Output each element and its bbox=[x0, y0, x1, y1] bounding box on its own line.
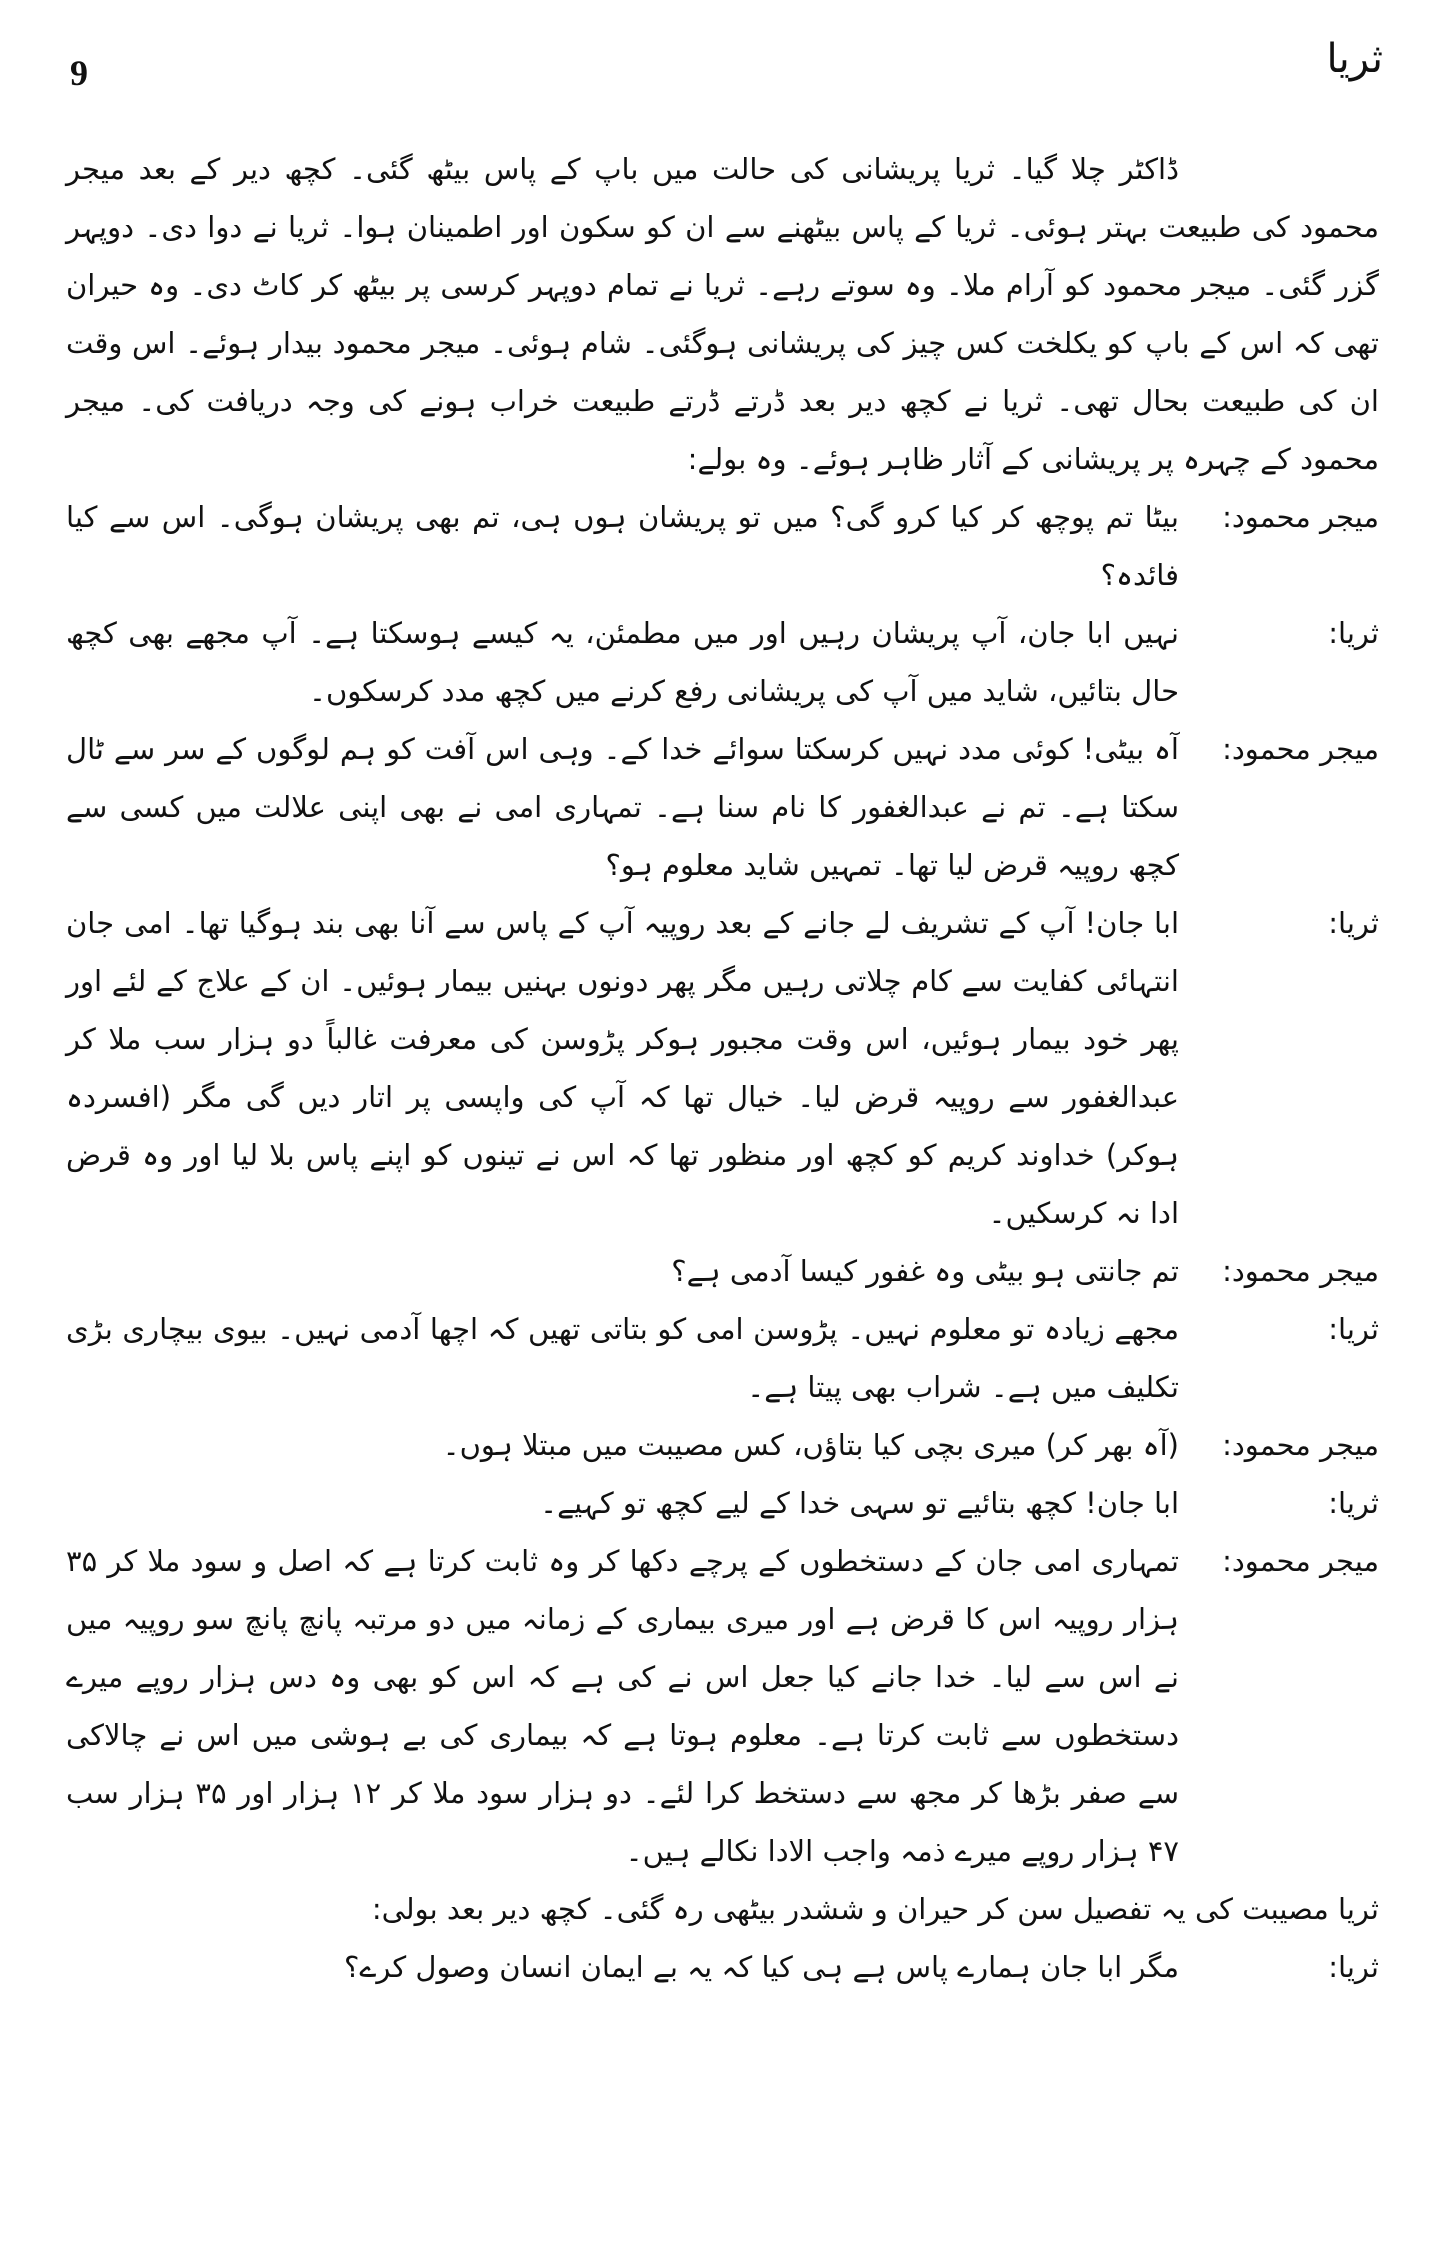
dialogue-line bbox=[66, 1300, 1379, 1416]
speaker-label: میجر محمود: bbox=[1222, 1428, 1379, 1462]
speaker-label: ثریا: bbox=[1328, 906, 1379, 940]
speech-text: ابا جان! کچھ بتائیے تو سہی خدا کے لیے کچھ تو کہیے۔ bbox=[540, 1486, 1179, 1520]
speaker-label: ثریا: bbox=[1328, 1486, 1379, 1520]
page-number: 9 bbox=[70, 53, 88, 93]
speech-text: تمہاری امی جان کے دستخطوں کے پرچے دکھا کر وہ ثابت کرتا ہے کہ اصل و سود ملا کر ۳۵ ہزار روپیہ اس کا قرض ہے اور میری بیماری کے زمانہ میں دو مرتبہ پانچ پانچ سو روپیہ میں نے اس سے لیا۔ خدا جانے کیا جعل اس نے کی ہے کہ اس کو بھی وہ دس ہزار روپے میرے دستخطوں سے ثابت کرتا ہے۔ معلوم ہوتا ہے کہ بیماری کی بے ہوشی میں اس نے چالاکی سے صفر بڑھا کر مجھ سے دستخط کرا لئے۔ دو ہزار سود ملا کر ۱۲ ہزار اور ۳۵ ہزار سب ۴۷ ہزار روپے میرے ذمہ واجب الادا نکالے ہیں۔ bbox=[66, 1544, 1179, 1868]
narration-paragraph: ثریا مصیبت کی یہ تفصیل سن کر حیران و ششدر بیٹھی رہ گئی۔ کچھ دیر بعد بولی: bbox=[371, 1892, 1379, 1926]
dialogue-line bbox=[66, 1532, 1379, 1880]
speech-text: نہیں ابا جان، آپ پریشان رہیں اور میں مطمئن، یہ کیسے ہوسکتا ہے۔ آپ مجھے بھی کچھ حال بتائیں، شاید میں آپ کی پریشانی رفع کرنے میں کچھ مدد کرسکوں۔ bbox=[66, 616, 1179, 708]
dialogue-line bbox=[66, 1474, 1379, 1532]
running-title: ثریا bbox=[1326, 36, 1383, 82]
dialogue-line bbox=[66, 1242, 1379, 1300]
dialogue-line bbox=[66, 604, 1379, 720]
speaker-label: میجر محمود: bbox=[1222, 500, 1379, 534]
speech-text: ابا جان! آپ کے تشریف لے جانے کے بعد روپیہ آپ کے پاس سے آنا بھی بند ہوگیا تھا۔ امی جان انتہائی کفایت سے کام چلاتی رہیں مگر پھر دونوں بہنیں بیمار ہوئیں۔ ان کے علاج کے لئے اور پھر خود بیمار ہوئیں، اس وقت مجبور ہوکر پڑوسن کی معرفت غالباً دو ہزار سب ملا کر عبدالغفور سے روپیہ قرض لیا۔ خیال تھا کہ آپ کی واپسی پر اتار دیں گی مگر (افسردہ ہوکر) خداوند کریم کو کچھ اور منظور تھا کہ اس نے تینوں کو اپنے پاس بلا لیا اور وہ قرض ادا نہ کرسکیں۔ bbox=[66, 906, 1179, 1230]
dialogue-line bbox=[66, 1938, 1379, 1996]
speech-text: مگر ابا جان ہمارے پاس ہے ہی کیا کہ یہ بے ایمان انسان وصول کرے؟ bbox=[343, 1950, 1179, 1984]
speech-text: بیٹا تم پوچھ کر کیا کرو گی؟ میں تو پریشان ہوں ہی، تم بھی پریشان ہوگی۔ اس سے کیا فائدہ؟ bbox=[66, 500, 1179, 592]
speaker-label: میجر محمود: bbox=[1222, 1254, 1379, 1288]
page-header bbox=[0, 36, 1445, 106]
dialogue-line bbox=[66, 720, 1379, 894]
speech-text: آہ بیٹی! کوئی مدد نہیں کرسکتا سوائے خدا کے۔ وہی اس آفت کو ہم لوگوں کے سر سے ٹال سکتا ہے۔ تم نے عبدالغفور کا نام سنا ہے۔ تمہاری امی نے بھی اپنی علالت میں کسی سے کچھ روپیہ قرض لیا تھا۔ تمہیں شاید معلوم ہو؟ bbox=[66, 732, 1179, 882]
dialogue-line bbox=[66, 894, 1379, 1242]
speaker-label: میجر محمود: bbox=[1222, 1544, 1379, 1578]
speaker-label: ثریا: bbox=[1328, 1312, 1379, 1346]
dialogue-line bbox=[66, 1416, 1379, 1474]
dialogue-line bbox=[66, 488, 1379, 604]
speaker-label: میجر محمود: bbox=[1222, 732, 1379, 766]
speaker-label: ثریا: bbox=[1328, 1950, 1379, 1984]
speaker-label: ثریا: bbox=[1328, 616, 1379, 650]
narration-paragraph: ڈاکٹر چلا گیا۔ ثریا پریشانی کی حالت میں باپ کے پاس بیٹھ گئی۔ کچھ دیر کے بعد میجر محمود کی طبیعت بہتر ہوئی۔ ثریا کے پاس بیٹھنے سے ان کو سکون اور اطمینان ہوا۔ ثریا نے دوا دی۔ دوپہر گزر گئی۔ میجر محمود کو آرام ملا۔ وہ سوتے رہے۔ ثریا نے تمام دوپہر کرسی پر بیٹھ کر کاٹ دی۔ وہ حیران تھی کہ اس کے باپ کو یکلخت کس چیز کی پریشانی ہوگئی۔ شام ہوئی۔ میجر محمود بیدار ہوئے۔ اس وقت ان کی طبیعت بحال تھی۔ ثریا نے کچھ دیر بعد ڈرتے ڈرتے طبیعت خراب ہونے کی وجہ دریافت کی۔ میجر محمود کے چہرہ پر پریشانی کے آثار ظاہر ہوئے۔ وہ بولے: bbox=[66, 152, 1379, 476]
speech-text: تم جانتی ہو بیٹی وہ غفور کیسا آدمی ہے؟ bbox=[671, 1254, 1179, 1288]
speech-text: مجھے زیادہ تو معلوم نہیں۔ پڑوسن امی کو بتاتی تھیں کہ اچھا آدمی نہیں۔ بیوی بیچاری بڑی تکلیف میں ہے۔ شراب بھی پیتا ہے۔ bbox=[66, 1312, 1179, 1404]
page-body bbox=[66, 140, 1379, 2220]
speech-text: (آہ بھر کر) میری بچی کیا بتاؤں، کس مصیبت میں مبتلا ہوں۔ bbox=[442, 1428, 1179, 1462]
